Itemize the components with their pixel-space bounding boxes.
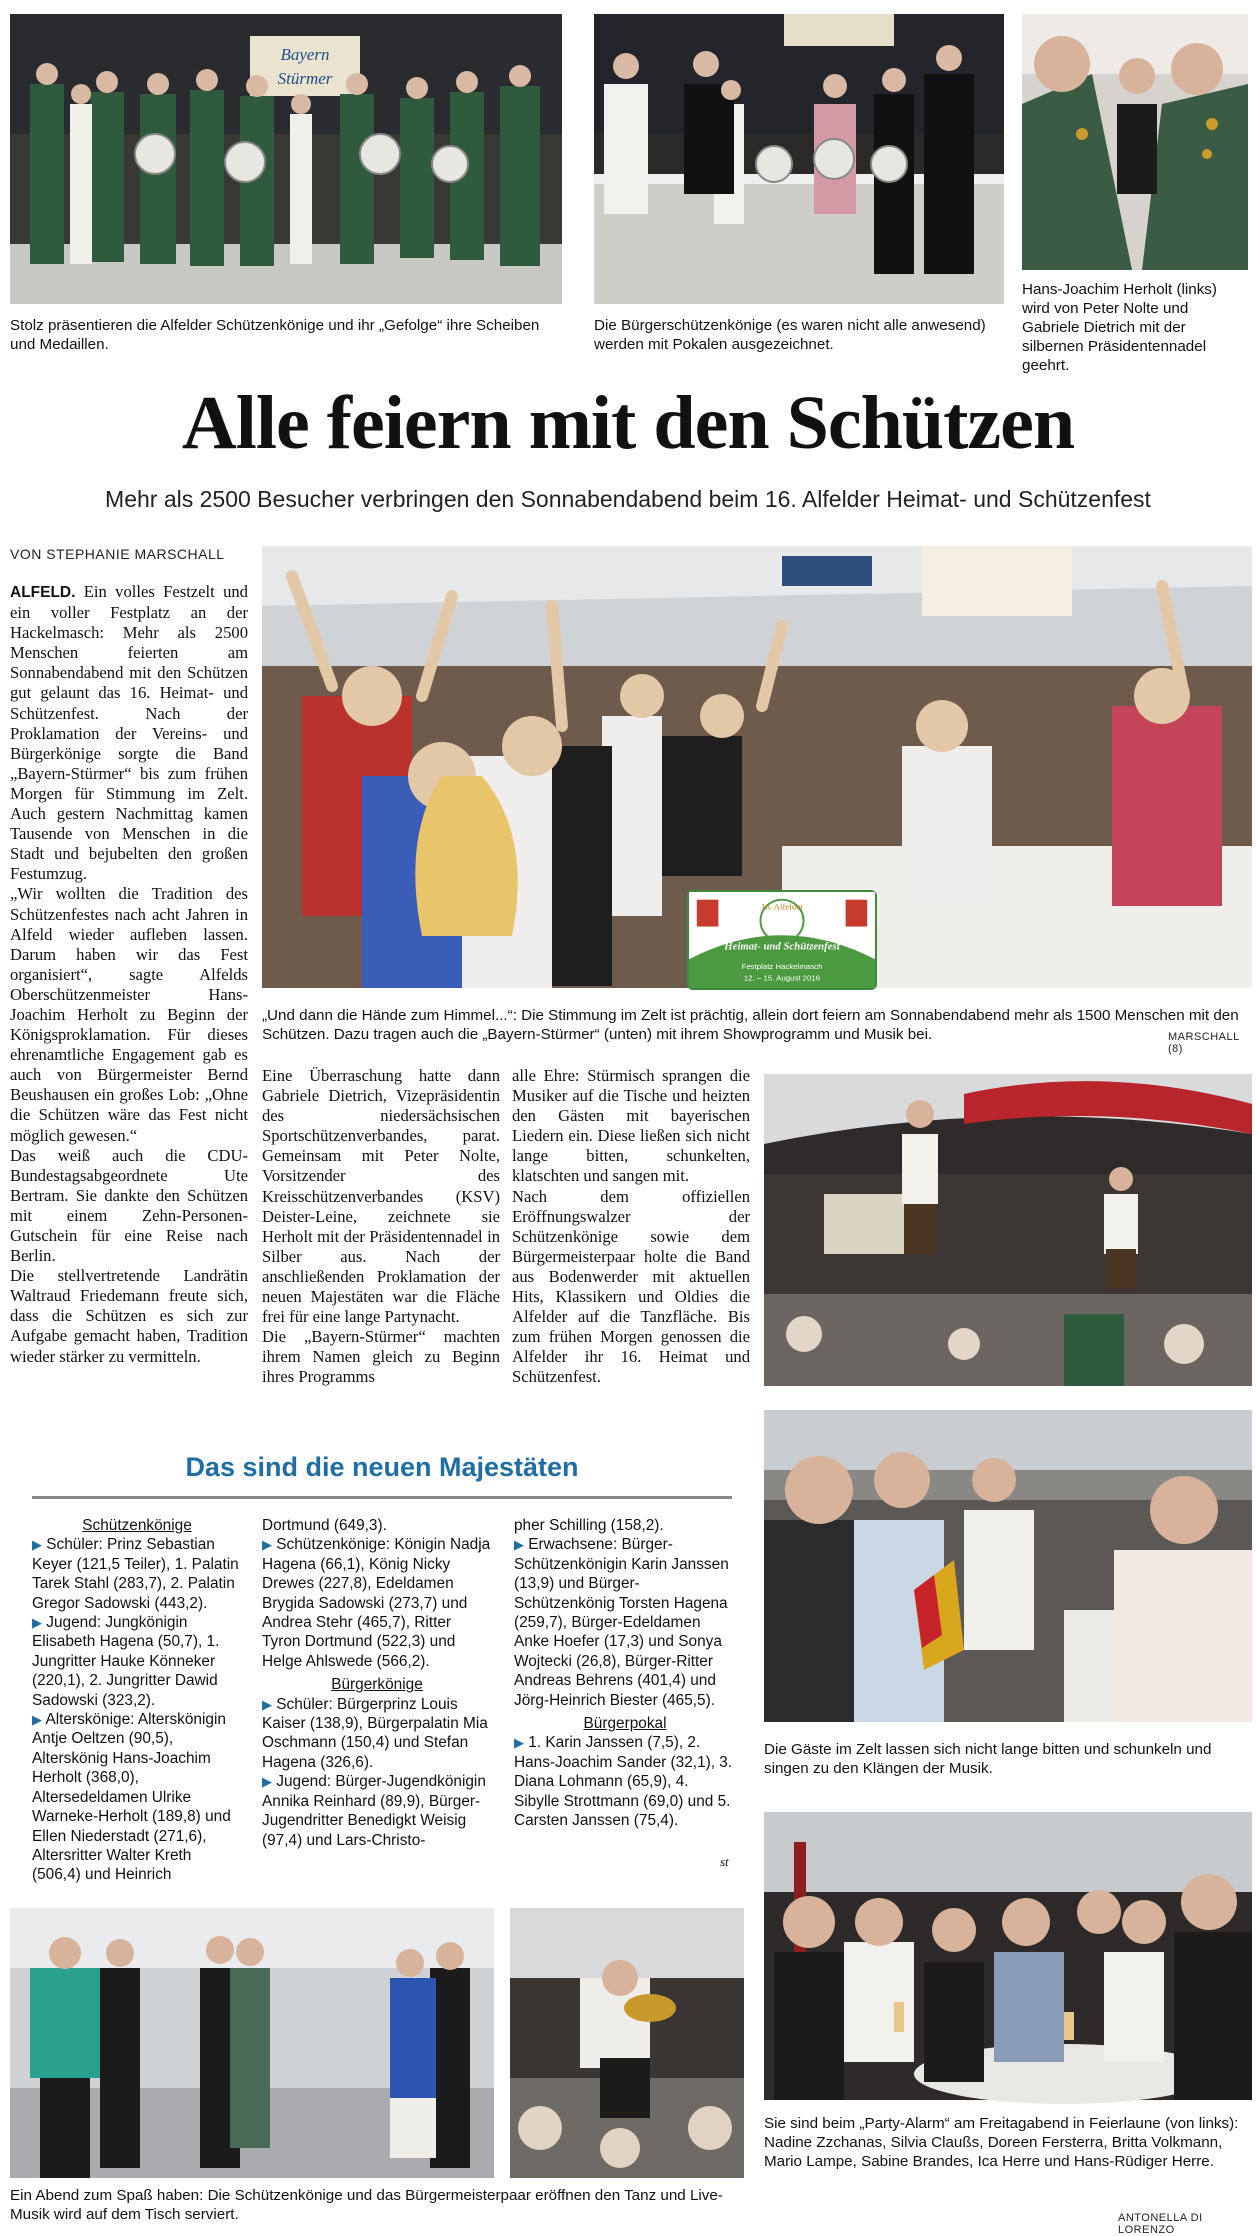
list-item: ▶ Schützenkönige: Königin Nadja Hagena (66,1), König Nicky Drewes (227,8), Edeldamen Brygida Sadowski (273,7) und Andrea Stehr (465,7), Ritter Tyron Dortmund (522,3) und Helge Ahlswede (566,2). [262, 1536, 491, 1670]
article-col-1 [10, 582, 248, 1367]
section-schuetzenkoenige: Schützenkönige [82, 1517, 192, 1534]
list-item: ▶ Jugend: Bürger-Jugendkönigin Annika Reinhard (89,9), Bürger-Jugendritter Benedigkt Weisig (97,4) und Lars-Christo- [262, 1773, 486, 1849]
box-col-3 [514, 1516, 736, 1831]
caption-buergerschuetzenkoenige: Die Bürgerschützenkönige (es waren nicht alle anwesend) werden mit Pokalen ausgezeichnet. [594, 317, 986, 353]
article-paragraph: Nach dem offiziellen Eröffnungswalzer der Schützenkönige sowie dem Bürgermeisterpaar holte die Band aus Bodenwerder mit aktuellen Hits, Klassikern und Oldies die Alfelder auf die Tanzfläche. Bis zum frühen Morgen genossen die Alfelder ihr 16. Heimat und Schützenfest. [512, 1186, 750, 1387]
banner-stuermer: Stürmer [277, 69, 333, 88]
photo-praesidentennadel [1022, 14, 1248, 270]
headline: Alle feiern mit den Schützen [181, 381, 1075, 465]
list-item: pher Schilling (158,2). [514, 1517, 664, 1534]
section-buergerpokal: Bürgerpokal [583, 1715, 667, 1733]
caption-schuetzenkoenige: Stolz präsentieren die Alfelder Schützenkönige und ihr „Gefolge“ ihre Scheiben und Medaillen. [10, 317, 540, 353]
box-signature: st [720, 1854, 729, 1869]
logo-line1: 16. Alfelder [760, 901, 804, 912]
credit-marschall: MARSCHALL (8) [1168, 1031, 1240, 1055]
caption-eroeffnungstanz: Ein Abend zum Spaß haben: Die Schützenkönige und das Bürgermeisterpaar eröffnen den Tanz und Live-Musik wird auf dem Tisch serviert. [10, 2187, 723, 2223]
article-paragraph: „Wir wollten die Tradition des Schützenfestes nach acht Jahren in Alfeld wieder aufleben lassen. Darum haben wir das Fest organisiert“, sagte Alfelds Oberschützenmeister Hans-Joachim Herholt zu Beginn der Königsproklamation. Für dieses ehrenamtliche Engagement gab es auch von Bürgermeister Bernd Beushausen ein großes Lob: „Ohne die Schützen wäre das Fest nicht möglich gewesen.“ [10, 884, 248, 1145]
box-col-1 [32, 1516, 242, 1885]
photo-live-musik [510, 1908, 744, 2178]
photo-schuetzenkoenige [10, 14, 562, 304]
article-paragraph: alle Ehre: Stürmisch sprangen die Musiker auf die Tische und heizten den Gästen mit bayerischen Liedern ein. Diese ließen sich nicht lange bitten, schunkelten, klatschten und sangen mit. [512, 1066, 750, 1186]
photo-eroeffnungstanz [10, 1908, 494, 2178]
logo-line4: 12. – 15. August 2016 [743, 973, 821, 983]
article-col-3 [512, 1066, 750, 1388]
list-item: ▶ Erwachsene: Bürger-Schützenkönigin Karin Janssen (13,9) und Bürger-Schützenkönig Torsten Hagena (259,7), Bürger-Edeldamen Anke Hoefer (17,3) und Sonya Wojtecki (26,8), Bürger-Ritter Andreas Behrens (401,4) und Jörg-Heinrich Biester (465,5). [514, 1536, 729, 1709]
logo-line2: Heimat- und Schützenfest [724, 941, 840, 953]
list-item: ▶ Jugend: Jungkönigin Elisabeth Hagena (50,7), 1. Jungritter Hauke Könneker (220,1), 2. Jungritter Dawid Sadowski (323,2). [32, 1614, 220, 1709]
section-buergerkoenige: Bürgerkönige [331, 1676, 423, 1694]
list-item: ▶ 1. Karin Janssen (7,5), 2. Hans-Joachim Sander (32,1), 3. Diana Lohmann (65,9), 4. Sibylle Strottmann (69,0) und 5. Carsten Janssen (75,4). [514, 1734, 733, 1830]
article-paragraph: Die „Bayern-Stürmer“ machten ihrem Namen gleich zu Beginn ihres Programms [262, 1327, 500, 1387]
festival-logo [687, 890, 877, 990]
banner-bayern: Bayern [280, 45, 330, 64]
list-item: ▶ Alterskönige: Alterskönigin Antje Oeltzen (90,5), Alterskönig Hans-Joachim Herholt (368,0), Altersedeldamen Ulrike Warneke-Herholt (189,8) und Ellen Niederstadt (271,6), Altersritter Walter Kreth (506,4) und Heinrich [32, 1711, 231, 1884]
article-paragraph: Ein volles Festzelt und ein voller Festplatz an der Hackelmasch: Mehr als 2500 Menschen feierten am Sonnabendabend mit den Schützen gut gelaunt das 16. Heimat- und Schützenfest. Nach der Proklamation der Vereins- und Bürgerkönige sorgte die Band „Bayern-Stürmer“ bis zum frühen Morgen für Stimmung im Zelt. Auch gestern Nachmittag kamen Tausende von Menschen in die Stadt und bejubelten den großen Festumzug. [10, 582, 248, 884]
list-item: ▶ Schüler: Prinz Sebastian Keyer (121,5 Teiler), 1. Palatin Tarek Stahl (283,7), 2. Palatin Gregor Sadowski (443,2). [32, 1536, 239, 1612]
list-item: Dortmund (649,3). [262, 1517, 387, 1534]
photo-party-alarm [764, 1812, 1252, 2100]
caption-festzelt: „Und dann die Hände zum Himmel...“: Die Stimmung im Zelt ist prächtig, allein dort feiern am Sonnabendabend mehr als 1500 Menschen mit den Schützen. Dazu tragen auch die „Bayern-Stürmer“ (unten) mit ihrem Showprogramm und Musik bei. [262, 1007, 1239, 1043]
photo-bayern-stuermer [764, 1074, 1252, 1386]
box-col-2 [262, 1516, 492, 1850]
box-divider [32, 1496, 732, 1499]
caption-praesidentennadel: Hans-Joachim Herholt (links) wird von Peter Nolte und Gabriele Dietrich mit der silbernen Präsidentennadel geehrt. [1022, 281, 1217, 374]
logo-line3: Festplatz Hackelmasch [741, 961, 823, 971]
subheadline: Mehr als 2500 Besucher verbringen den Sonnabendabend beim 16. Alfelder Heimat- und Schützenfest [105, 486, 1151, 512]
box-title: Das sind die neuen Majestäten [185, 1452, 579, 1482]
article-col-2 [262, 1066, 500, 1388]
article-paragraph: Eine Überraschung hatte dann Gabriele Dietrich, Vizepräsidentin des niedersächsischen Sportschützenverbandes, parat. Gemeinsam mit Peter Nolte, Vorsitzender des Kreisschützenverbandes (KSV) Deister-Leine, zeichnete sie Herholt mit der Präsidentennadel in Silber aus. Nach der anschließenden Proklamation der neuen Majestäten war die Fläche frei für eine lange Partynacht. [262, 1066, 500, 1327]
photo-buergerschuetzenkoenige [594, 14, 1004, 304]
article-paragraph: Das weiß auch die CDU-Bundestagsabgeordnete Ute Bertram. Sie dankte den Schützen mit einem Zehn-Personen-Gutschein für eine Reise nach Berlin. [10, 1145, 248, 1266]
dateline: ALFELD. [10, 584, 76, 601]
caption-gaeste-zelt: Die Gäste im Zelt lassen sich nicht lange bitten und schunkeln und singen zu den Klängen der Musik. [764, 1741, 1212, 1777]
list-item: ▶ Schüler: Bürgerprinz Louis Kaiser (138,9), Bürgerpalatin Mia Oschmann (150,4) und Stefan Hagena (326,6). [262, 1695, 488, 1771]
photo-gaeste-zelt [764, 1410, 1252, 1722]
byline: VON STEPHANIE MARSCHALL [10, 546, 225, 562]
caption-party-alarm: Sie sind beim „Party-Alarm“ am Freitagabend in Feierlaune (von links): Nadine Zzchanas, Silvia Claußs, Doreen Fersterra, Britta Volkmann, Mario Lampe, Sabine Brandes, Ica Herre und Hans-Rüdiger Herre. [764, 2115, 1239, 2170]
credit-di-lorenzo: ANTONELLA DI LORENZO [1118, 2212, 1203, 2236]
article-paragraph: Die stellvertretende Landrätin Waltraud Friedemann freute sich, dass die Schützen es sich zur Aufgabe gemacht haben, Tradition wieder stärker zu vermitteln. [10, 1266, 248, 1366]
